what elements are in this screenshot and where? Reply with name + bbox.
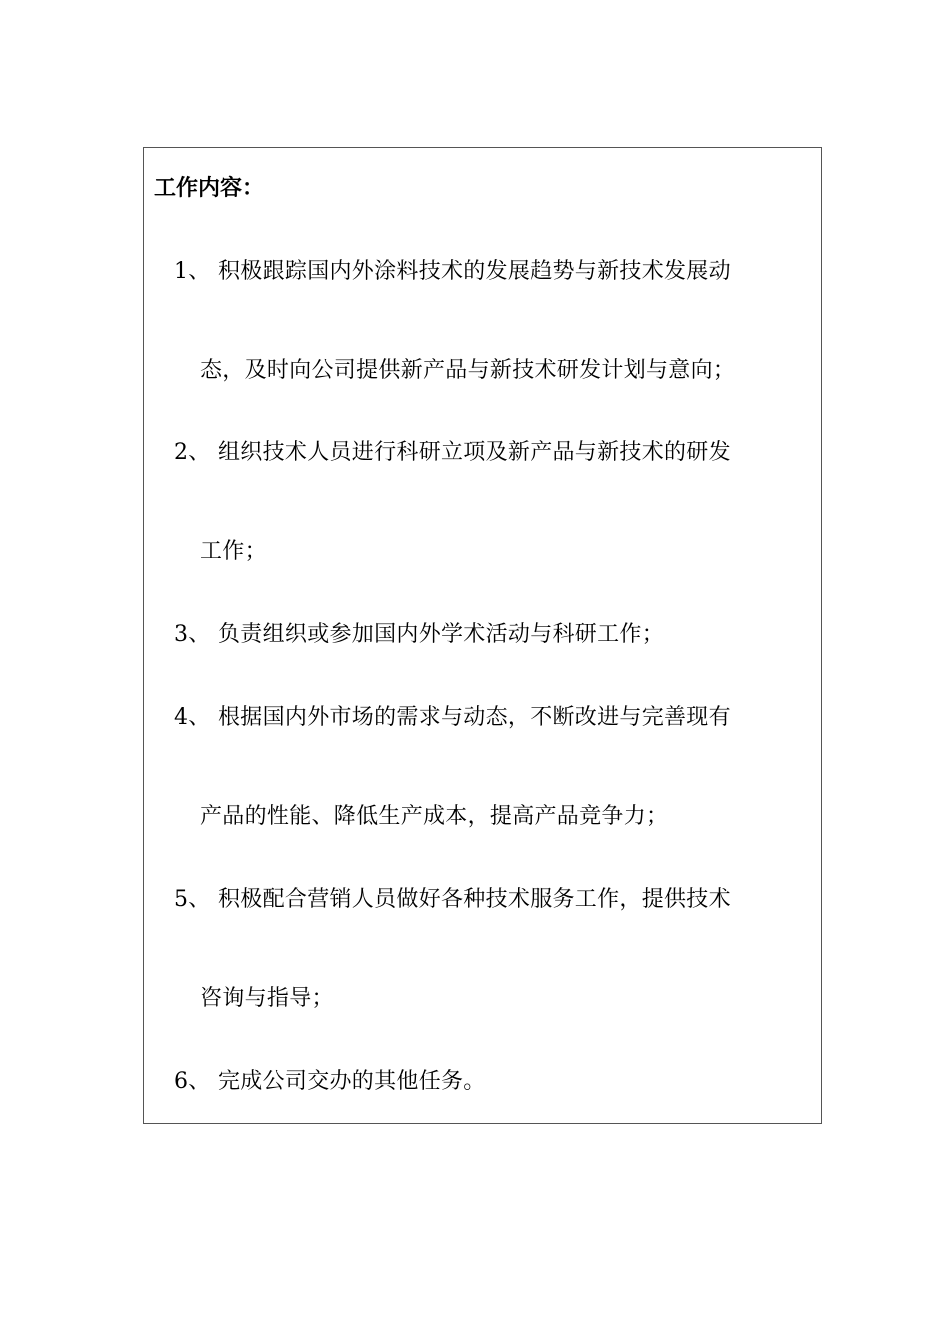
work-content-box	[143, 147, 822, 1124]
item-text: 态，及时向公司提供新产品与新技术研发计划与意向；	[200, 358, 736, 383]
item-text: 积极配合营销人员做好各种技术服务工作，提供技术	[218, 887, 731, 912]
item-number: 6、	[174, 1069, 211, 1094]
item-text: 咨询与指导；	[200, 986, 334, 1011]
item-text: 组织技术人员进行科研立项及新产品与新技术的研发	[218, 440, 731, 465]
list-item-5-continued	[200, 984, 334, 1014]
list-item-4-continued	[200, 802, 668, 832]
item-text: 完成公司交办的其他任务。	[218, 1069, 486, 1094]
list-item-3	[174, 620, 664, 650]
item-text: 积极跟踪国内外涂料技术的发展趋势与新技术发展动	[218, 259, 731, 284]
item-number: 5、	[174, 887, 211, 912]
item-number: 4、	[174, 705, 211, 730]
list-item-1-continued	[200, 356, 735, 386]
item-number: 3、	[174, 622, 211, 647]
list-item-1	[174, 257, 731, 287]
list-item-4	[174, 703, 731, 733]
item-number: 1、	[174, 259, 211, 284]
item-text: 根据国内外市场的需求与动态，不断改进与完善现有	[218, 705, 731, 730]
item-number: 2、	[174, 440, 211, 465]
section-heading: 工作内容：	[154, 176, 265, 201]
list-item-2-continued	[200, 537, 267, 567]
item-text: 负责组织或参加国内外学术活动与科研工作；	[218, 622, 665, 647]
list-item-6	[174, 1067, 486, 1097]
item-text: 工作；	[200, 539, 267, 564]
item-text: 产品的性能、降低生产成本，提高产品竞争力；	[200, 804, 669, 829]
list-item-2	[174, 438, 731, 468]
list-item-5	[174, 885, 731, 915]
